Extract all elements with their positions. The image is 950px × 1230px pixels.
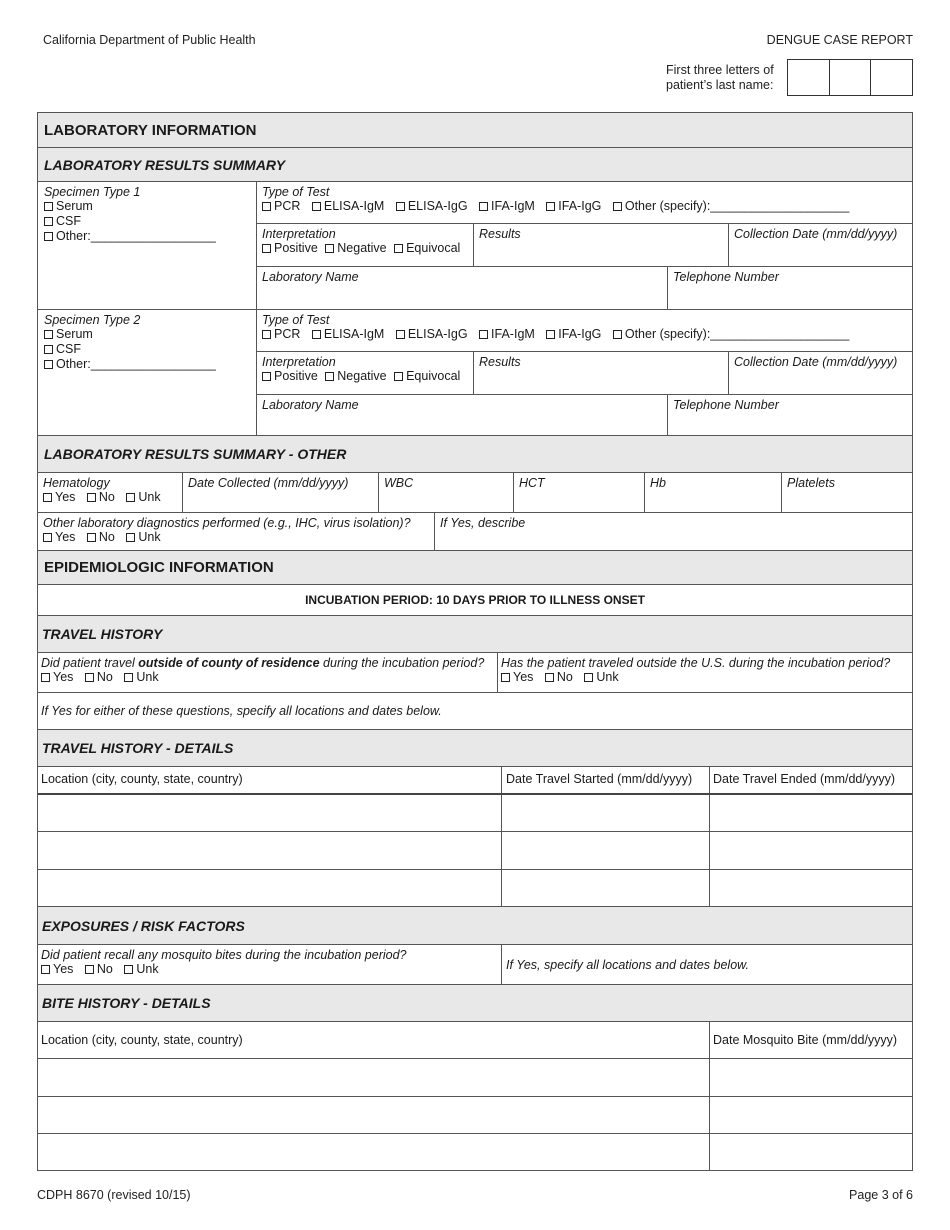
hematology-unk[interactable] <box>126 490 160 504</box>
specimen-1-telephone[interactable] <box>667 267 912 309</box>
option-label: No <box>98 490 115 504</box>
specimen-2-type-of-test <box>257 310 912 351</box>
lab-summary-title: LABORATORY RESULTS SUMMARY <box>38 148 912 182</box>
specimen-1-type <box>38 182 257 309</box>
option-label: IFA-IgG <box>558 327 602 341</box>
last-name-letter-boxes <box>787 59 913 96</box>
lab-name-label: Laboratory Name <box>262 398 359 412</box>
specimen-1-collection-date[interactable] <box>728 224 912 266</box>
option-label: Unk <box>136 670 159 684</box>
travel-us-yes[interactable] <box>501 670 533 684</box>
travel-us-unk[interactable] <box>584 670 618 684</box>
option-label: Unk <box>138 490 161 504</box>
travel-start-input[interactable] <box>501 832 709 869</box>
hematology-no[interactable] <box>87 490 115 504</box>
hematology-cell <box>38 473 182 512</box>
option-label: Other:__________________ <box>56 357 216 371</box>
test-elisa-igg[interactable] <box>396 327 468 341</box>
lab-other-title: LABORATORY RESULTS SUMMARY - OTHER <box>38 436 912 473</box>
checkbox-icon[interactable] <box>124 965 133 974</box>
specimen-1-serum[interactable] <box>44 199 250 214</box>
checkbox-icon[interactable] <box>43 533 52 542</box>
wbc-label: WBC <box>384 476 414 490</box>
option-label: CSF <box>56 342 81 356</box>
checkbox-icon[interactable] <box>501 673 510 682</box>
checkbox-icon[interactable] <box>545 673 554 682</box>
checkbox-icon[interactable] <box>262 372 271 381</box>
bite-location-input[interactable] <box>38 1097 709 1133</box>
interp-positive[interactable] <box>262 369 318 383</box>
checkbox-icon[interactable] <box>312 330 321 339</box>
travel-location-input[interactable] <box>38 832 501 869</box>
hb-label: Hb <box>650 476 666 490</box>
checkbox-icon[interactable] <box>396 330 405 339</box>
checkbox-icon[interactable] <box>44 360 53 369</box>
specimen-1-test-row <box>257 182 912 224</box>
option-label: Yes <box>513 670 534 684</box>
option-label: ELISA-IgG <box>407 327 468 341</box>
travel-history-title: TRAVEL HISTORY <box>38 616 912 653</box>
checkbox-icon[interactable] <box>325 372 334 381</box>
platelets-label: Platelets <box>787 476 835 490</box>
lab-name-label: Laboratory Name <box>262 270 359 284</box>
interp-negative[interactable] <box>325 369 386 383</box>
option-label: No <box>98 530 115 544</box>
last-name-letter-1[interactable] <box>788 60 829 95</box>
test-other[interactable] <box>613 327 849 341</box>
other-diag-describe-cell[interactable] <box>434 513 912 550</box>
option-label: PCR <box>274 327 301 341</box>
option-label: Unk <box>138 530 161 544</box>
exposures-title: EXPOSURES / RISK FACTORS <box>38 907 912 945</box>
specimen-2-collection-date[interactable] <box>728 352 912 394</box>
bite-date-input[interactable] <box>709 1059 912 1096</box>
last-name-label-line2: patient’s last name: <box>666 78 774 92</box>
option-label: No <box>96 670 113 684</box>
specimen-1-block <box>38 182 912 310</box>
option-label: Yes <box>53 670 74 684</box>
bite-details-row <box>38 1059 912 1097</box>
bite-date-input[interactable] <box>709 1097 912 1133</box>
travel-details-row <box>38 795 912 832</box>
checkbox-icon[interactable] <box>126 533 135 542</box>
option-label: Other:__________________ <box>56 229 216 243</box>
mosquito-question <box>38 945 501 984</box>
test-ifa-igm[interactable] <box>479 327 535 341</box>
option-label: IFA-IgM <box>491 327 535 341</box>
org-name: California Department of Public Health <box>43 33 256 47</box>
test-pcr[interactable] <box>262 327 300 341</box>
checkbox-icon[interactable] <box>44 217 53 226</box>
checkbox-icon[interactable] <box>44 202 53 211</box>
travel-note: If Yes for either of these questions, specify all locations and dates below. <box>41 704 442 718</box>
option-label: Equivocal <box>406 241 461 255</box>
date-collected-label: Date Collected (mm/dd/yyyy) <box>188 476 349 490</box>
bite-location-input[interactable] <box>38 1059 709 1096</box>
option-label: ELISA-IgM <box>323 327 385 341</box>
specimen-1-lab-row <box>257 267 912 309</box>
option-label: Other (specify):____________________ <box>624 199 850 213</box>
option-label: Equivocal <box>406 369 461 383</box>
option-label: ELISA-IgM <box>323 199 385 213</box>
mosquito-yes[interactable] <box>41 962 73 976</box>
specimen-2-telephone[interactable] <box>667 395 912 435</box>
lab-info-title: LABORATORY INFORMATION <box>38 113 912 148</box>
travel-county-label <box>41 656 492 670</box>
travel-q1-post: during the incubation period? <box>319 656 485 670</box>
travel-start-input[interactable] <box>501 870 709 906</box>
mosquito-question-row <box>38 945 912 985</box>
travel-location-input[interactable] <box>38 795 501 831</box>
checkbox-icon[interactable] <box>44 330 53 339</box>
checkbox-icon[interactable] <box>479 202 488 211</box>
option-label: Yes <box>55 530 76 544</box>
travel-end-input[interactable] <box>709 870 912 906</box>
checkbox-icon[interactable] <box>41 673 50 682</box>
option-label: Positive <box>274 241 318 255</box>
telephone-label: Telephone Number <box>673 398 779 412</box>
travel-details-header <box>38 767 912 795</box>
last-name-letter-2[interactable] <box>829 60 871 95</box>
travel-us-question <box>497 653 912 692</box>
specimen-2-test-row <box>257 310 912 352</box>
epi-info-title: EPIDEMIOLOGIC INFORMATION <box>38 551 912 585</box>
checkbox-icon[interactable] <box>396 202 405 211</box>
test-elisa-igm[interactable] <box>312 327 384 341</box>
checkbox-icon[interactable] <box>312 202 321 211</box>
specimen-1-options <box>44 199 250 244</box>
checkbox-icon[interactable] <box>44 345 53 354</box>
hematology-label: Hematology <box>43 476 110 490</box>
checkbox-icon[interactable] <box>126 493 135 502</box>
checkbox-icon[interactable] <box>479 330 488 339</box>
date-collected-cell[interactable] <box>182 473 378 512</box>
option-label: No <box>96 962 113 976</box>
interp-equivocal[interactable] <box>394 369 460 383</box>
option-label: IFA-IgM <box>491 199 535 213</box>
specimen-2-other[interactable] <box>44 357 250 372</box>
checkbox-icon[interactable] <box>325 244 334 253</box>
specimen-2-interp-row <box>257 352 912 395</box>
bite-details-row <box>38 1134 912 1171</box>
mosquito-no[interactable] <box>85 962 113 976</box>
travel-county-no[interactable] <box>85 670 113 684</box>
checkbox-icon[interactable] <box>41 965 50 974</box>
hematology-yes[interactable] <box>43 490 75 504</box>
specimen-1-csf[interactable] <box>44 214 250 229</box>
travel-location-input[interactable] <box>38 870 501 906</box>
specimen-1-interp-row <box>257 224 912 267</box>
option-label: Other (specify):____________________ <box>624 327 850 341</box>
type-of-test-label: Type of Test <box>262 185 330 199</box>
checkbox-icon[interactable] <box>613 202 622 211</box>
checkbox-icon[interactable] <box>43 493 52 502</box>
last-name-label <box>666 63 774 93</box>
option-label: Unk <box>596 670 619 684</box>
checkbox-icon[interactable] <box>584 673 593 682</box>
option-label: ELISA-IgG <box>407 199 468 213</box>
bite-date-header: Date Mosquito Bite (mm/dd/yyyy) <box>709 1022 912 1058</box>
specimen-1-label: Specimen Type 1 <box>44 185 141 199</box>
results-label: Results <box>479 227 521 241</box>
form-id: CDPH 8670 (revised 10/15) <box>37 1188 191 1202</box>
platelets-cell[interactable] <box>781 473 912 512</box>
wbc-cell[interactable] <box>378 473 513 512</box>
page-number: Page 3 of 6 <box>849 1188 913 1202</box>
specimen-2-interpretation <box>257 352 473 394</box>
travel-county-unk[interactable] <box>124 670 158 684</box>
mosquito-question-label: Did patient recall any mosquito bites during the incubation period? <box>41 948 407 962</box>
specimen-2-results[interactable] <box>473 352 728 394</box>
travel-us-label: Has the patient traveled outside the U.S. during the incubation period? <box>501 656 891 670</box>
checkbox-icon[interactable] <box>546 330 555 339</box>
specimen-1-other[interactable] <box>44 229 250 244</box>
checkbox-icon[interactable] <box>44 232 53 241</box>
checkbox-icon[interactable] <box>546 202 555 211</box>
checkbox-icon[interactable] <box>262 202 271 211</box>
test-elisa-igm[interactable] <box>312 199 384 213</box>
option-label: Serum <box>56 199 93 213</box>
other-diagnostics-label: Other laboratory diagnostics performed (e.g., IHC, virus isolation)? <box>43 516 411 530</box>
specimen-1-type-of-test <box>257 182 912 223</box>
bite-location-input[interactable] <box>38 1134 709 1170</box>
option-label: Serum <box>56 327 93 341</box>
travel-details-row <box>38 870 912 907</box>
travel-details-row <box>38 832 912 870</box>
checkbox-icon[interactable] <box>262 244 271 253</box>
travel-end-input[interactable] <box>709 795 912 831</box>
option-label: Yes <box>55 490 76 504</box>
option-label: Negative <box>337 241 387 255</box>
checkbox-icon[interactable] <box>85 965 94 974</box>
specimen-2-block <box>38 310 912 436</box>
option-label: Positive <box>274 369 318 383</box>
option-label: Negative <box>337 369 387 383</box>
checkbox-icon[interactable] <box>85 673 94 682</box>
bite-history-title: BITE HISTORY - DETAILS <box>38 985 912 1022</box>
specimen-1-details <box>257 182 912 309</box>
other-diag-unk[interactable] <box>126 530 160 544</box>
travel-note-row <box>38 693 912 730</box>
checkbox-icon[interactable] <box>124 673 133 682</box>
specimen-2-lab-name[interactable] <box>257 395 667 435</box>
telephone-label: Telephone Number <box>673 270 779 284</box>
travel-us-no[interactable] <box>545 670 573 684</box>
travel-start-input[interactable] <box>501 795 709 831</box>
travel-county-question <box>38 653 497 692</box>
travel-q1-bold: outside of county of residence <box>138 656 320 670</box>
test-elisa-igg[interactable] <box>396 199 468 213</box>
option-label: No <box>556 670 573 684</box>
mosquito-note-cell <box>501 945 912 984</box>
travel-start-header: Date Travel Started (mm/dd/yyyy) <box>501 767 709 793</box>
hct-cell[interactable] <box>513 473 644 512</box>
travel-details-title: TRAVEL HISTORY - DETAILS <box>38 730 912 767</box>
option-label: Unk <box>136 962 159 976</box>
checkbox-icon[interactable] <box>394 372 403 381</box>
test-pcr[interactable] <box>262 199 300 213</box>
hematology-row <box>38 473 912 513</box>
checkbox-icon[interactable] <box>262 330 271 339</box>
results-label: Results <box>479 355 521 369</box>
hct-label: HCT <box>519 476 545 490</box>
checkbox-icon[interactable] <box>394 244 403 253</box>
specimen-2-label: Specimen Type 2 <box>44 313 141 327</box>
test-ifa-igm[interactable] <box>479 199 535 213</box>
mosquito-unk[interactable] <box>124 962 158 976</box>
travel-end-header: Date Travel Ended (mm/dd/yyyy) <box>709 767 912 793</box>
last-name-letter-3[interactable] <box>870 60 912 95</box>
other-diag-no[interactable] <box>87 530 115 544</box>
travel-q1-pre: Did patient travel <box>41 656 139 670</box>
interp-negative[interactable] <box>325 241 386 255</box>
specimen-2-csf[interactable] <box>44 342 250 357</box>
bite-details-header <box>38 1022 912 1059</box>
option-label: PCR <box>274 199 301 213</box>
other-diag-yes[interactable] <box>43 530 75 544</box>
option-label: Yes <box>53 962 74 976</box>
hb-cell[interactable] <box>644 473 781 512</box>
specimen-2-type <box>38 310 257 435</box>
form-title: DENGUE CASE REPORT <box>766 33 913 47</box>
travel-county-yes[interactable] <box>41 670 73 684</box>
travel-location-header: Location (city, county, state, country) <box>41 772 243 786</box>
last-name-label-line1: First three letters of <box>666 63 774 77</box>
specimen-2-options <box>44 327 250 372</box>
test-other[interactable] <box>613 199 849 213</box>
other-diagnostics-row <box>38 513 912 551</box>
if-yes-describe-label: If Yes, describe <box>440 516 526 530</box>
option-label: IFA-IgG <box>558 199 602 213</box>
specimen-2-details <box>257 310 912 435</box>
other-diagnostics-cell <box>38 513 434 550</box>
interpretation-label: Interpretation <box>262 355 336 369</box>
test-ifa-igg[interactable] <box>546 327 601 341</box>
form-body <box>37 112 913 1171</box>
bite-location-header: Location (city, county, state, country) <box>41 1033 243 1047</box>
collection-date-label: Collection Date (mm/dd/yyyy) <box>734 355 898 369</box>
mosquito-note: If Yes, specify all locations and dates below. <box>506 957 749 972</box>
travel-questions-row <box>38 653 912 693</box>
specimen-2-lab-row <box>257 395 912 435</box>
travel-end-input[interactable] <box>709 832 912 869</box>
bite-date-input[interactable] <box>709 1134 912 1170</box>
interpretation-label: Interpretation <box>262 227 336 241</box>
type-of-test-label: Type of Test <box>262 313 330 327</box>
interp-positive[interactable] <box>262 241 318 255</box>
specimen-1-interpretation <box>257 224 473 266</box>
specimen-1-results[interactable] <box>473 224 728 266</box>
incubation-note: INCUBATION PERIOD: 10 DAYS PRIOR TO ILLNESS ONSET <box>38 585 912 616</box>
checkbox-icon[interactable] <box>87 493 96 502</box>
collection-date-label: Collection Date (mm/dd/yyyy) <box>734 227 898 241</box>
checkbox-icon[interactable] <box>87 533 96 542</box>
specimen-1-lab-name[interactable] <box>257 267 667 309</box>
interp-equivocal[interactable] <box>394 241 460 255</box>
test-ifa-igg[interactable] <box>546 199 601 213</box>
specimen-2-serum[interactable] <box>44 327 250 342</box>
checkbox-icon[interactable] <box>613 330 622 339</box>
bite-details-row <box>38 1097 912 1134</box>
option-label: CSF <box>56 214 81 228</box>
